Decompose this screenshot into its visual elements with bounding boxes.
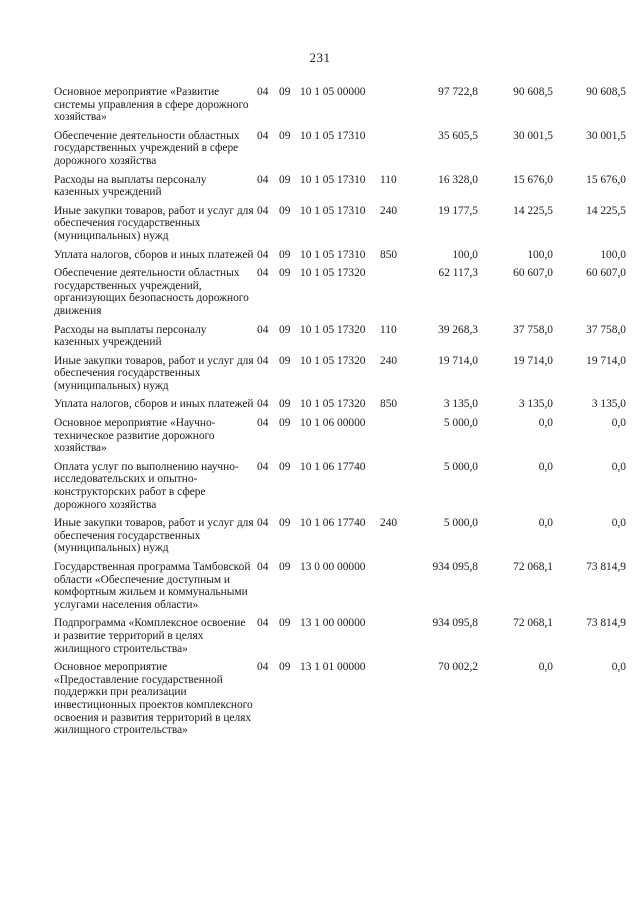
amount-year-2: 37 758,0 [513,323,553,336]
target-article-code: 10 1 06 00000 [300,417,366,430]
amount-year-1: 934 095,8 [432,561,478,573]
table-row [54,324,626,355]
target-article-code: 10 1 05 17320 [300,398,366,411]
amount-year-3: 0,0 [611,661,626,674]
table-row [54,417,626,461]
subsection-code: 09 [279,517,291,530]
table-row [54,517,626,561]
subsection-code: 09 [279,460,291,473]
amount-year-1: 5 000,0 [443,460,478,473]
section-code: 04 [257,517,269,530]
expense-type-code: 240 [380,517,398,530]
amount-year-3: 0,0 [611,460,626,473]
budget-table [54,86,626,743]
target-article-code: 13 1 00 00000 [300,617,366,630]
amount-year-1: 39 268,3 [438,323,478,336]
row-name: Обеспечение деятельности областных государственных учреждений, организующих безопасность дорожного движения [54,267,249,317]
section-code: 04 [257,460,269,473]
amount-year-3: 0,0 [611,517,626,530]
row-name: Основное мероприятие «Предоставление государственной поддержки при реализации инвестиционных проектов комплексного освоения и развития территорий в целях жилищного строительства» [54,661,253,737]
amount-year-3: 90 608,5 [586,86,626,98]
table-row [54,86,626,130]
amount-year-1: 5 000,0 [443,517,478,530]
target-article-code: 10 1 05 17320 [300,267,366,280]
section-code: 04 [257,323,269,336]
row-name: Обеспечение деятельности областных государственных учреждений в сфере дорожного хозяйства [54,129,240,167]
subsection-code: 09 [279,561,291,573]
amount-year-3: 19 714,0 [586,354,626,367]
amount-year-1: 97 722,8 [438,86,478,98]
amount-year-2: 0,0 [538,517,553,530]
amount-year-2: 100,0 [527,248,553,261]
amount-year-1: 70 002,2 [438,661,478,674]
table-row [54,205,626,249]
amount-year-2: 3 135,0 [518,398,553,411]
amount-year-2: 14 225,5 [513,204,553,217]
table-row [54,174,626,205]
section-code: 04 [257,398,269,411]
table-row [54,461,626,517]
subsection-code: 09 [279,129,291,142]
subsection-code: 09 [279,86,291,98]
expense-type-code: 110 [380,323,397,336]
table-row [54,130,626,174]
amount-year-3: 60 607,0 [586,267,626,280]
amount-year-3: 73 814,9 [586,617,626,630]
amount-year-3: 14 225,5 [586,204,626,217]
target-article-code: 10 1 05 17310 [300,173,366,186]
expense-type-code: 110 [380,173,397,186]
amount-year-1: 19 714,0 [438,354,478,367]
amount-year-2: 0,0 [538,417,553,430]
amount-year-2: 0,0 [538,460,553,473]
expense-type-code: 850 [380,398,398,411]
row-name: Основное мероприятие «Научно-техническое развитие дорожного хозяйства» [54,417,216,455]
target-article-code: 10 1 05 00000 [300,86,366,98]
amount-year-3: 15 676,0 [586,173,626,186]
row-name: Расходы на выплаты персоналу казенных учреждений [54,323,207,349]
page-number: 231 [309,50,331,65]
section-code: 04 [257,86,269,98]
section-code: 04 [257,661,269,674]
table-row [54,561,626,617]
table-row [54,267,626,323]
amount-year-2: 90 608,5 [513,86,553,98]
amount-year-2: 19 714,0 [513,354,553,367]
amount-year-3: 3 135,0 [591,398,626,411]
expense-type-code: 240 [380,354,398,367]
expense-type-code: 850 [380,248,398,261]
table-row [54,617,626,661]
amount-year-3: 30 001,5 [586,129,626,142]
amount-year-1: 100,0 [452,248,478,261]
amount-year-3: 37 758,0 [586,323,626,336]
subsection-code: 09 [279,661,291,674]
row-name: Оплата услуг по выполнению научно-исследовательских и опытно-конструкторских работ в сфере дорожного хозяйства [54,460,239,511]
target-article-code: 13 1 01 00000 [300,661,366,674]
row-name: Уплата налогов, сборов и иных платежей [54,398,254,411]
amount-year-1: 5 000,0 [443,417,478,430]
amount-year-3: 0,0 [611,417,626,430]
row-name: Иные закупки товаров, работ и услуг для обеспечения государственных (муниципальных) нужд [54,204,254,242]
target-article-code: 13 0 00 00000 [300,561,366,573]
row-name: Расходы на выплаты персоналу казенных учреждений [54,173,207,199]
table-row [54,249,626,268]
subsection-code: 09 [279,617,291,630]
section-code: 04 [257,561,269,573]
amount-year-1: 3 135,0 [443,398,478,411]
amount-year-2: 72 068,1 [513,561,553,573]
section-code: 04 [257,267,269,280]
section-code: 04 [257,248,269,261]
subsection-code: 09 [279,417,291,430]
amount-year-1: 934 095,8 [432,617,478,630]
section-code: 04 [257,617,269,630]
row-name: Государственная программа Тамбовской области «Обеспечение доступным и комфортным жильем и коммунальными услугами населения области» [54,561,251,611]
section-code: 04 [257,417,269,430]
amount-year-1: 19 177,5 [438,204,478,217]
target-article-code: 10 1 05 17310 [300,129,366,142]
target-article-code: 10 1 05 17310 [300,204,366,217]
section-code: 04 [257,129,269,142]
amount-year-2: 60 607,0 [513,267,553,280]
target-article-code: 10 1 06 17740 [300,517,366,530]
subsection-code: 09 [279,323,291,336]
row-name: Основное мероприятие «Развитие системы управления в сфере дорожного хозяйства» [54,86,249,124]
amount-year-1: 16 328,0 [438,173,478,186]
section-code: 04 [257,204,269,217]
amount-year-1: 62 117,3 [438,267,478,280]
amount-year-2: 30 001,5 [513,129,553,142]
table-row [54,661,626,743]
target-article-code: 10 1 06 17740 [300,460,366,473]
row-name: Уплата налогов, сборов и иных платежей [54,248,254,261]
amount-year-2: 72 068,1 [513,617,553,630]
amount-year-2: 15 676,0 [513,173,553,186]
expense-type-code: 240 [380,204,398,217]
subsection-code: 09 [279,398,291,411]
subsection-code: 09 [279,173,291,186]
amount-year-2: 0,0 [538,661,553,674]
target-article-code: 10 1 05 17310 [300,248,366,261]
row-name: Подпрограмма «Комплексное освоение и развитие территорий в целях жилищного строительства» [54,617,246,655]
subsection-code: 09 [279,354,291,367]
amount-year-3: 73 814,9 [586,561,626,573]
section-code: 04 [257,354,269,367]
amount-year-1: 35 605,5 [438,129,478,142]
subsection-code: 09 [279,267,291,280]
subsection-code: 09 [279,204,291,217]
table-row [54,355,626,399]
table-row [54,398,626,417]
section-code: 04 [257,173,269,186]
amount-year-3: 100,0 [600,248,626,261]
target-article-code: 10 1 05 17320 [300,323,366,336]
row-name: Иные закупки товаров, работ и услуг для обеспечения государственных (муниципальных) нужд [54,354,254,392]
subsection-code: 09 [279,248,291,261]
target-article-code: 10 1 05 17320 [300,354,366,367]
row-name: Иные закупки товаров, работ и услуг для обеспечения государственных (муниципальных) нужд [54,517,254,555]
